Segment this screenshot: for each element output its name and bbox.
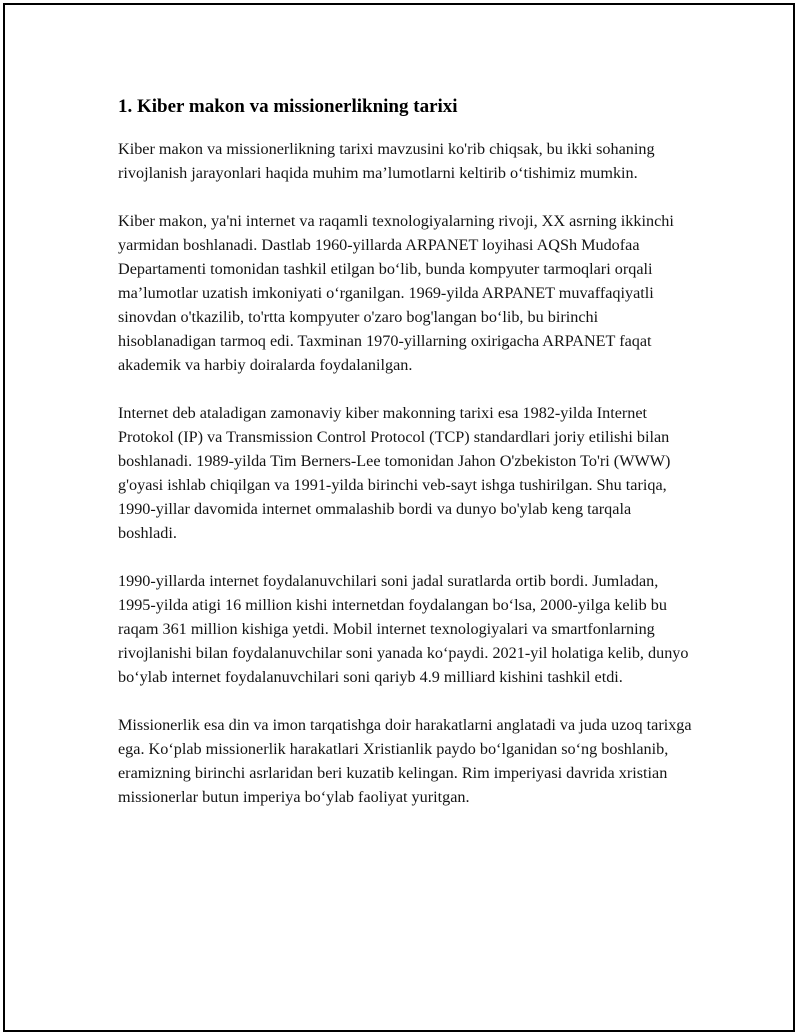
paragraph-intro: Kiber makon va missionerlikning tarixi mavzusini ko'rib chiqsak, bu ikki sohaning rivojlanish jarayonlari haqida muhim ma’lumotlarni keltirib o‘tishimiz mumkin. (118, 140, 655, 182)
paragraph-internet-history: Internet deb ataladigan zamonaviy kiber makonning tarixi esa 1982-yilda Internet Protokol (IP) va Transmission Control Protocol (TCP) standardlari joriy etilishi bilan boshlanadi. 1989-yilda Tim Berners-Lee tomonidan Jahon O'zbekiston To'ri (WWW) g'oyasi ishlab chiqilgan va 1991-yilda birinchi veb-sayt ishga tushirilgan. Shu tariqa, 1990-yillar davomida internet ommalashib bordi va dunyo bo'ylab keng tarqala boshladi. (118, 404, 671, 542)
paragraph-internet-users: 1990-yillarda internet foydalanuvchilari soni jadal suratlarda ortib bordi. Jumladan, 1995-yilda atigi 16 million kishi internetdan foydalangan bo‘lsa, 2000-yilga kelib bu raqam 361 million kishiga yetdi. Mobil internet texnologiyalari va smartfonlarning rivojlanishi bilan foydalanuvchilar soni yanada ko‘paydi. 2021-yil holatiga kelib, dunyo bo‘ylab internet foydalanuvchilari soni qariyb 4.9 milliard kishini tashkil etdi. (118, 572, 689, 686)
paragraph-missionary: Missionerlik esa din va imon tarqatishga doir harakatlarni anglatadi va juda uzoq tarixga ega. Ko‘plab missionerlik harakatlari Xristianlik paydo bo‘lganidan so‘ng boshlanib, eramizning birinchi asrlaridan beri kuzatib kelingan. Rim imperiyasi davrida xristian missionerlar butun imperiya bo‘ylab faoliyat yuritgan. (118, 716, 692, 806)
document-body (118, 93, 693, 833)
paragraph-arpanet: Kiber makon, ya'ni internet va raqamli texnologiyalarning rivoji, XX asrning ikkinchi yarmidan boshlanadi. Dastlab 1960-yillarda ARPANET loyihasi AQSh Mudofaa Departamenti tomonidan tashkil etilgan bo‘lib, bunda kompyuter tarmoqlari orqali ma’lumotlar uzatish imkoniyati o‘rganilgan. 1969-yilda ARPANET muvaffaqiyatli sinovdan o'tkazilib, to'rtta kompyuter o'zaro bog'langan bo‘lib, bu birinchi hisoblanadigan tarmoq edi. Taxminan 1970-yillarning oxirigacha ARPANET faqat akademik va harbiy doiralarda foydalanilgan. (118, 212, 674, 374)
section-heading: 1. Kiber makon va missionerlikning tarixi (118, 96, 458, 117)
